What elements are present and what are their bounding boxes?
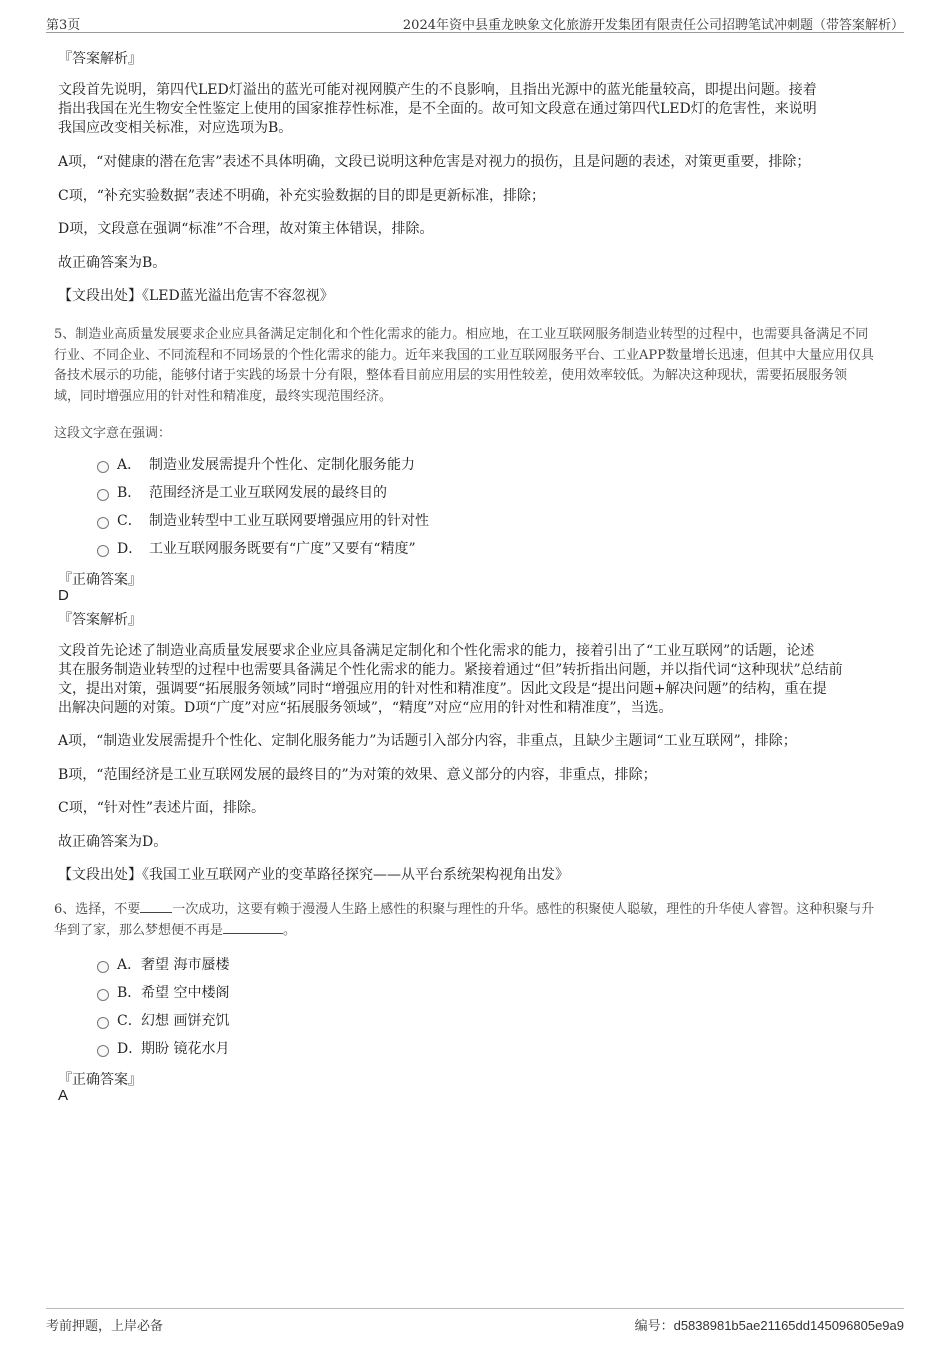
- radio-icon[interactable]: [97, 989, 109, 1001]
- option-letter: B．: [117, 985, 142, 1001]
- q6-answer-label: 『正确答案』: [58, 1072, 142, 1088]
- q4-analysis-line: 指出我国在光生物安全性鉴定上使用的国家推荐性标准，是不全面的。故可知文段意在通过第四代LED灯的危害性，来说明: [58, 101, 817, 117]
- page-header: [46, 12, 904, 33]
- q4-source: 【文段出处】《LED蓝光溢出危害不容忽视》: [58, 288, 334, 304]
- document-title: 2024年资中县重龙映象文化旅游开发集团有限责任公司招聘笔试冲刺题（带答案解析）: [402, 18, 904, 33]
- page-number: 第3页: [46, 18, 81, 33]
- radio-icon[interactable]: [97, 545, 109, 557]
- q4-analysis-label: 『答案解析』: [58, 51, 142, 67]
- radio-icon[interactable]: [97, 961, 109, 973]
- q5-analysis-line: 文段首先论述了制造业高质量发展要求企业应具备满足定制化和个性化需求的能力，接着引出了“工业互联网”的话题，论述: [58, 643, 815, 659]
- q5-answer: D: [58, 587, 69, 604]
- q6-stem: [54, 900, 896, 941]
- option-letter: C．: [117, 513, 142, 529]
- radio-icon[interactable]: [97, 489, 109, 501]
- q5-stem-line: 域，同时增强应用的针对性和精准度，最终实现范围经济。: [54, 388, 393, 404]
- q6-option-d[interactable]: [97, 1039, 229, 1059]
- q4-conclusion: 故正确答案为B。: [58, 255, 167, 271]
- q5-option-b[interactable]: [97, 483, 387, 503]
- option-letter: A．: [117, 957, 142, 973]
- q6-stem-line: [54, 921, 896, 942]
- option-letter: D．: [117, 1041, 143, 1057]
- q5-conclusion: 故正确答案为D。: [58, 834, 168, 850]
- blank-2: [223, 921, 283, 934]
- q5-analysis-line: 其在服务制造业转型的过程中也需要具备满足个性化需求的能力。紧接着通过“但”转折指出问题，并以指代词“这种现状”总结前: [58, 662, 843, 678]
- q5-stem-line: 5、制造业高质量发展要求企业应具备满足定制化和个性化需求的能力。相应地，在工业互联网服务制造业转型的过程中，也需要具备满足不同: [54, 327, 869, 342]
- q5-analysis-line: 出解决问题的对策。D项“广度”对应“拓展服务领域”，“精度”对应“应用的针对性和精准度”，当选。: [58, 700, 673, 716]
- option-letter: D．: [117, 541, 143, 557]
- q6-option-b[interactable]: [97, 983, 229, 1003]
- q6-option-c[interactable]: [97, 1011, 229, 1031]
- q4-option-c-note: C项，“补充实验数据”表述不明确，补充实验数据的目的即是更新标准，排除；: [58, 188, 546, 204]
- option-letter: A．: [117, 457, 142, 473]
- option-text: 幻想 画饼充饥: [141, 1013, 230, 1029]
- radio-icon[interactable]: [97, 1017, 109, 1029]
- option-letter: C．: [117, 1013, 142, 1029]
- option-text: 期盼 镜花水月: [141, 1041, 230, 1057]
- q6-stem-text: 6、选择，不要: [54, 902, 141, 917]
- document-code: 编号：d5838981b5ae21165dd145096805e9a9: [634, 1318, 904, 1333]
- q5-analysis: [58, 642, 888, 718]
- radio-icon[interactable]: [97, 517, 109, 529]
- q6-answer: A: [58, 1087, 69, 1104]
- option-text: 工业互联网服务既要有“广度”又要有“精度”: [149, 541, 416, 557]
- page-footer: [46, 1308, 904, 1339]
- q4-analysis-line: 文段首先说明，第四代LED灯溢出的蓝光可能对视网膜产生的不良影响，且指出光源中的蓝光能量较高，即提出问题。接着: [58, 82, 817, 98]
- q4-option-a-note: A项，“对健康的潜在危害”表述不具体明确，文段已说明这种危害是对视力的损伤，且是问题的表述，对策更重要，排除；: [58, 154, 811, 170]
- q5-option-b-note: B项，“范围经济是工业互联网发展的最终目的”为对策的效果、意义部分的内容，非重点，排除；: [58, 767, 657, 783]
- q5-option-a-note: A项，“制造业发展需提升个性化、定制化服务能力”为话题引入部分内容，非重点，且缺少主题词“工业互联网”，排除；: [58, 733, 797, 749]
- q5-option-c-note: C项，“针对性”表述片面，排除。: [58, 800, 266, 816]
- q5-analysis-label: 『答案解析』: [58, 612, 142, 628]
- q6-stem-text: 华到了家，那么梦想便不再是: [54, 922, 224, 938]
- radio-icon[interactable]: [97, 461, 109, 473]
- option-letter: B．: [117, 485, 142, 501]
- q5-option-d[interactable]: [97, 539, 416, 559]
- option-text: 制造业转型中工业互联网要增强应用的针对性: [149, 513, 429, 529]
- q5-answer-label: 『正确答案』: [58, 572, 142, 588]
- q5-stem: [54, 325, 896, 407]
- q6-option-a[interactable]: [97, 955, 229, 975]
- q4-analysis: [58, 81, 888, 138]
- option-text: 奢望 海市蜃楼: [141, 957, 230, 973]
- option-text: 制造业发展需提升个性化、定制化服务能力: [149, 457, 415, 473]
- option-text: 范围经济是工业互联网发展的最终目的: [149, 485, 387, 501]
- q4-analysis-line: 我国应改变相关标准，对应选项为B。: [58, 120, 293, 136]
- q5-option-a[interactable]: [97, 455, 415, 475]
- q6-stem-text: 。: [283, 922, 297, 938]
- q5-analysis-line: 文，提出对策，强调要“拓展服务领域”同时“增强应用的针对性和精准度”。因此文段是“提出问题+解决问题”的结构，重在提: [58, 681, 827, 697]
- q5-option-c[interactable]: [97, 511, 429, 531]
- option-text: 希望 空中楼阁: [141, 985, 230, 1001]
- q5-prompt: 这段文字意在强调：: [54, 426, 172, 441]
- q5-stem-line: 行业、不同企业、不同流程和不同场景的个性化需求的能力。近年来我国的工业互联网服务平台、工业APP数量增长迅速，但其中大量应用仅具: [54, 347, 874, 363]
- q5-stem-line: 备技术展示的功能，能够付诸于实践的场景十分有限，整体看目前应用层的实用性较差，使用效率较低。为解决这种现状，需要拓展服务领: [54, 368, 848, 383]
- radio-icon[interactable]: [97, 1045, 109, 1057]
- blank-1: [140, 900, 172, 913]
- q5-source: 【文段出处】《我国工业互联网产业的变革路径探究——从平台系统架构视角出发》: [58, 867, 569, 883]
- q6-stem-text: 一次成功，这要有赖于漫漫人生路上感性的积聚与理性的升华。感性的积聚使人聪敏，理性的升华使人睿智。这种积聚与升: [172, 902, 875, 917]
- q4-option-d-note: D项，文段意在强调“标准”不合理，故对策主体错误，排除。: [58, 221, 434, 237]
- q6-stem-line: [54, 900, 896, 921]
- footer-slogan: 考前押题，上岸必备: [46, 1319, 164, 1334]
